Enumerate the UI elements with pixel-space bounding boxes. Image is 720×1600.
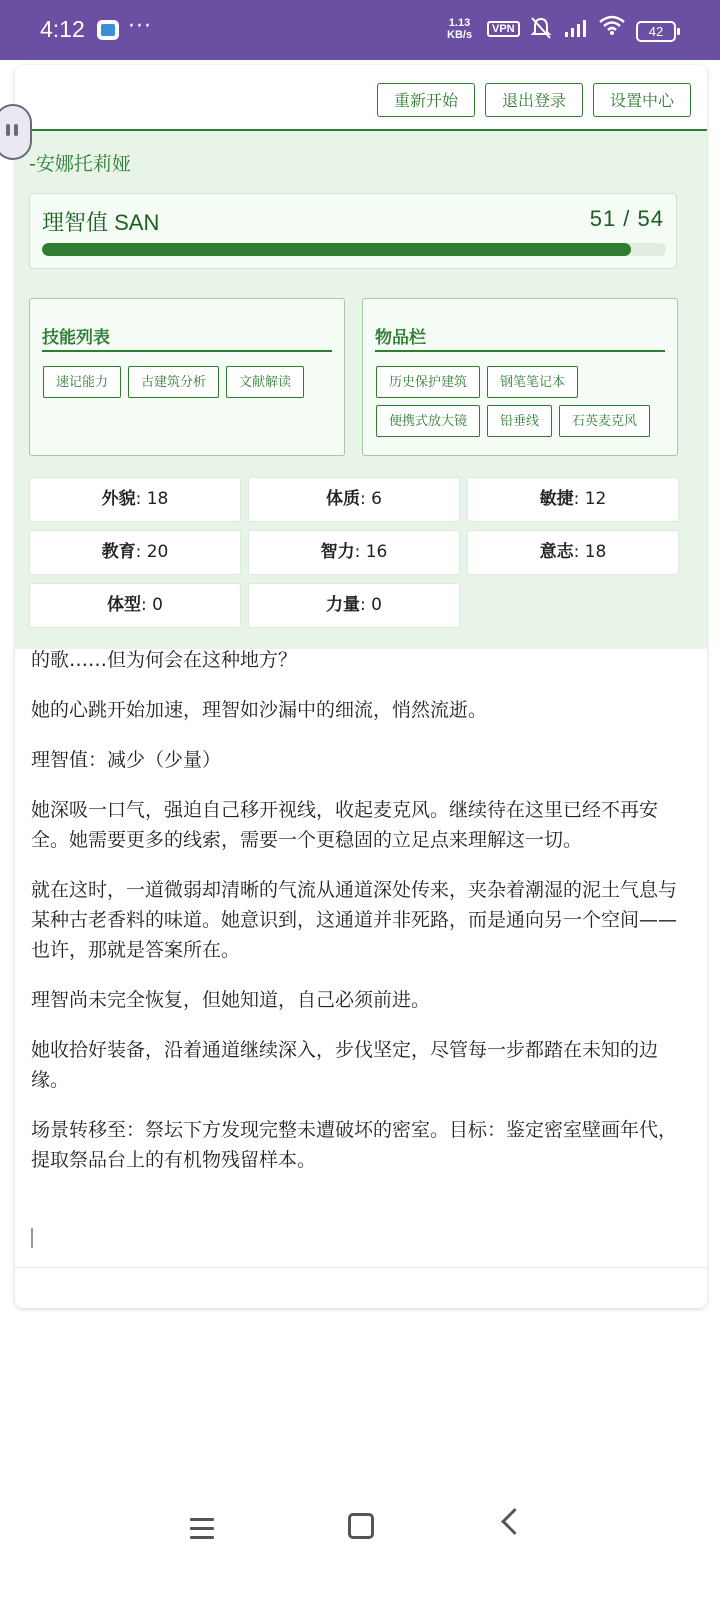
inventory-title: 物品栏 bbox=[375, 328, 426, 348]
home-icon[interactable] bbox=[348, 1513, 374, 1539]
attribute-value: : 18 bbox=[573, 542, 607, 562]
inventory-title-underline bbox=[375, 350, 665, 352]
inventory-box bbox=[362, 298, 678, 456]
attribute-cell bbox=[248, 477, 460, 522]
attribute-value: : 12 bbox=[573, 489, 607, 509]
character-panel bbox=[15, 130, 707, 649]
menu-icon[interactable] bbox=[190, 1518, 214, 1545]
attribute-value: : 0 bbox=[360, 595, 382, 615]
back-icon[interactable] bbox=[501, 1508, 528, 1535]
attribute-name: 体质 bbox=[326, 489, 361, 509]
skill-chip[interactable]: 文献解读 bbox=[226, 366, 304, 398]
network-speed-value: 1.13 bbox=[448, 17, 471, 29]
inventory-chip[interactable]: 历史保护建筑 bbox=[376, 366, 480, 398]
skills-list bbox=[43, 366, 339, 398]
story-paragraph: 理智值：减少（少量） bbox=[31, 749, 222, 771]
story-paragraph: 她深吸一口气，强迫自己移开视线，收起麦克风。继续待在这里已经不再安全。她需要更多的线索，需要一个更稳固的立足点来理解这一切。 bbox=[31, 799, 659, 851]
story-paragraph: 她收拾好装备，沿着通道继续深入，步伐坚定，尽管每一步都踏在未知的边缘。 bbox=[31, 1039, 659, 1091]
story-text bbox=[31, 645, 691, 1195]
inventory-chip[interactable]: 铅垂线 bbox=[487, 405, 552, 437]
attribute-cell bbox=[467, 477, 679, 522]
inventory-chip[interactable]: 便携式放大镜 bbox=[376, 405, 480, 437]
sanity-box bbox=[29, 193, 677, 269]
sanity-value: 51 / 54 bbox=[589, 206, 664, 231]
logout-button[interactable]: 退出登录 bbox=[485, 83, 583, 117]
attribute-name: 敏捷 bbox=[539, 489, 574, 509]
restart-button[interactable]: 重新开始 bbox=[377, 83, 475, 117]
signal-icon bbox=[563, 17, 589, 44]
more-dots-icon: ··· bbox=[128, 14, 152, 39]
character-name: -安娜托莉娅 bbox=[29, 153, 131, 175]
attribute-name: 力量 bbox=[326, 595, 361, 615]
skill-chip[interactable]: 速记能力 bbox=[43, 366, 121, 398]
attribute-cell bbox=[467, 530, 679, 575]
sanity-progress-track bbox=[42, 243, 666, 256]
attribute-value: : 16 bbox=[354, 542, 388, 562]
sanity-progress-fill bbox=[42, 243, 631, 256]
attribute-name: 体型 bbox=[107, 595, 142, 615]
story-paragraph: 理智尚未完全恢复，但她知道，自己必须前进。 bbox=[31, 989, 431, 1011]
inventory-list bbox=[376, 366, 672, 437]
network-speed-unit: KB/s bbox=[447, 29, 473, 41]
story-paragraph: 就在这时，一道微弱却清晰的气流从通道深处传来，夹杂着潮湿的泥土气息与某种古老香料的味道。她意识到，这通道并非死路，而是通向另一个空间——也许，那就是答案所在。 bbox=[31, 879, 678, 961]
text-input-cursor[interactable] bbox=[31, 1228, 33, 1248]
skills-title-underline bbox=[42, 350, 332, 352]
story-paragraph: 她的心跳开始加速，理智如沙漏中的细流，悄然流逝。 bbox=[31, 699, 488, 721]
attribute-value: : 20 bbox=[135, 542, 169, 562]
sanity-label: 理智值 SAN bbox=[42, 210, 160, 235]
attribute-grid bbox=[29, 477, 679, 628]
story-paragraph: 场景转移至：祭坛下方发现完整未遭破坏的密室。目标：鉴定密室壁画年代，提取祭品台上的有机物残留样本。 bbox=[31, 1119, 678, 1171]
attribute-cell bbox=[29, 583, 241, 628]
story-paragraph: 的歌……但为何会在这种地方？ bbox=[31, 649, 298, 671]
attribute-cell bbox=[248, 583, 460, 628]
floating-assistant-icon[interactable] bbox=[0, 104, 32, 160]
status-time: 4:12 bbox=[40, 16, 85, 42]
skill-chip[interactable]: 古建筑分析 bbox=[128, 366, 219, 398]
vpn-badge: VPN bbox=[487, 21, 520, 37]
system-nav-bar bbox=[0, 1490, 720, 1600]
top-toolbar bbox=[377, 83, 691, 117]
muted-bell-icon bbox=[530, 16, 552, 46]
wifi-icon bbox=[598, 14, 626, 42]
app-notification-icon bbox=[97, 20, 119, 40]
attribute-name: 智力 bbox=[320, 542, 355, 562]
attribute-cell bbox=[29, 530, 241, 575]
attribute-value: : 6 bbox=[360, 489, 382, 509]
settings-button[interactable]: 设置中心 bbox=[593, 83, 691, 117]
attribute-cell bbox=[29, 477, 241, 522]
network-speed bbox=[447, 17, 472, 41]
attribute-value: : 18 bbox=[135, 489, 169, 509]
battery-icon: 42 bbox=[636, 21, 676, 42]
inventory-chip[interactable]: 钢笔笔记本 bbox=[487, 366, 578, 398]
story-divider bbox=[15, 1267, 707, 1268]
attribute-name: 外貌 bbox=[101, 489, 136, 509]
inventory-chip[interactable]: 石英麦克风 bbox=[559, 405, 650, 437]
skills-title: 技能列表 bbox=[42, 328, 110, 348]
attribute-value: : 0 bbox=[141, 595, 163, 615]
status-bar bbox=[0, 0, 720, 60]
skills-box bbox=[29, 298, 345, 456]
attribute-cell bbox=[248, 530, 460, 575]
attribute-name: 教育 bbox=[101, 542, 136, 562]
attribute-name: 意志 bbox=[539, 542, 574, 562]
